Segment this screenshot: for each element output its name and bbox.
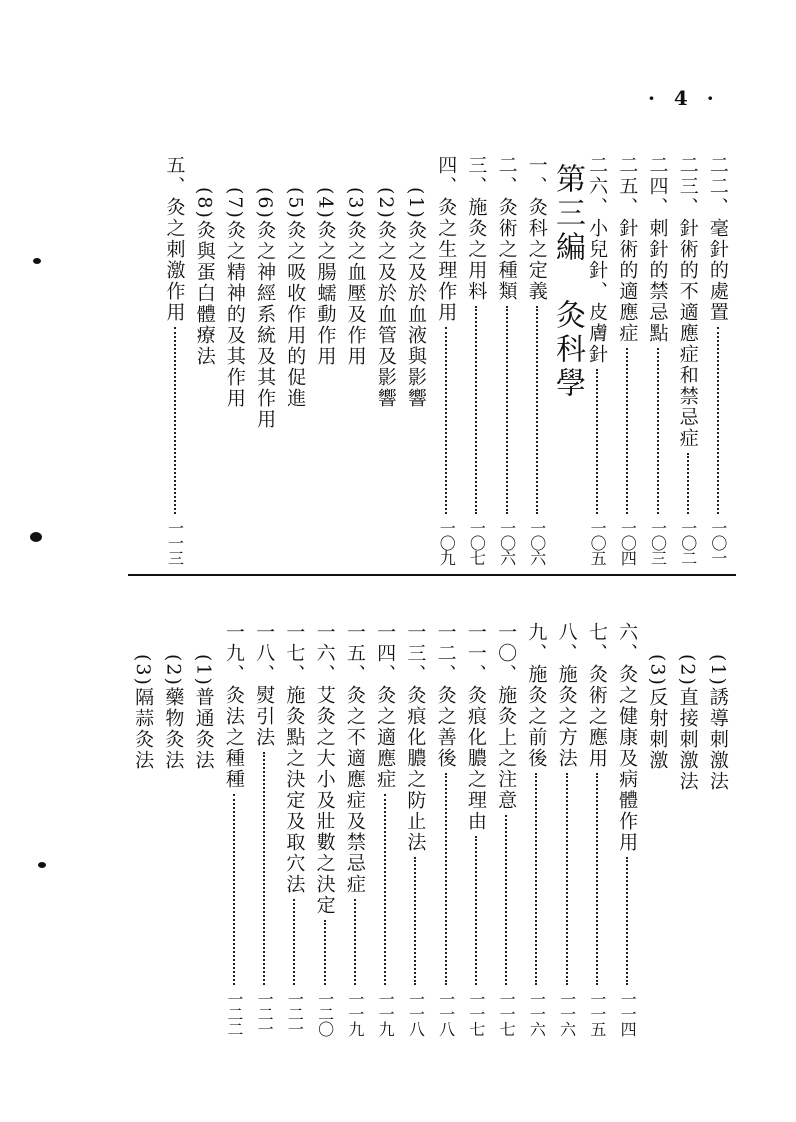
entry-label: (3)反射刺激 — [646, 654, 669, 771]
toc-entry — [703, 155, 733, 565]
dotted-leader — [566, 773, 568, 985]
entry-label: 八、施灸之方法 — [555, 622, 578, 769]
toc-entry — [461, 155, 491, 565]
entry-page-number: 一〇九 — [437, 520, 457, 565]
entry-label: 五、灸之刺激作用 — [163, 155, 186, 323]
entry-page-number: 一二二 — [224, 991, 244, 1036]
entry-page-number: 一一八 — [436, 991, 456, 1036]
entry-label: 一、灸科之定義 — [525, 155, 548, 302]
toc-subentry — [128, 622, 158, 1036]
entry-label: 一六、艾灸之大小及壯數之決定 — [313, 622, 336, 916]
entry-label: (2)直接刺激法 — [676, 654, 699, 792]
toc-subentry — [371, 155, 401, 565]
dotted-leader — [445, 773, 447, 985]
entry-label: (6)灸之神經系統及其作用 — [254, 187, 277, 430]
toc-entry — [521, 622, 551, 1036]
scan-speck — [30, 532, 42, 542]
toc-entry — [400, 622, 430, 1036]
entry-page-number: 一〇三 — [648, 520, 668, 565]
entry-page-number: 一一七 — [466, 991, 486, 1036]
dotted-leader — [233, 794, 235, 985]
part-title — [549, 155, 585, 565]
toc-entry — [431, 155, 461, 565]
entry-label: (1)誘導刺激法 — [706, 654, 729, 792]
dotted-leader — [324, 920, 326, 985]
dotted-leader — [626, 857, 628, 985]
entry-label: 二五、針術的適應症 — [616, 155, 639, 344]
entry-page-number: 一〇六 — [497, 520, 517, 565]
dotted-leader — [445, 327, 447, 514]
entry-label: (3)灸之血壓及作用 — [344, 187, 367, 367]
entry-page-number: 一〇七 — [467, 520, 487, 565]
entry-label: 二三、針術的不適應症和禁忌症 — [676, 155, 699, 449]
entry-label: (8)灸與蛋白體療法 — [193, 187, 216, 367]
toc-entry — [279, 622, 309, 1036]
entry-label: 一七、施灸點之決定及取穴法 — [283, 622, 306, 895]
dotted-leader — [717, 327, 719, 514]
entry-label: (7)灸之精神的及其作用 — [223, 187, 246, 409]
section-divider — [128, 574, 736, 576]
entry-label: (5)灸之吸收作用的促進 — [284, 187, 307, 409]
entry-label: (4)灸之腸蠕動作用 — [314, 187, 337, 367]
entry-label: 三、施灸之用料 — [465, 155, 488, 302]
toc-subentry — [220, 155, 250, 565]
toc-entry — [522, 155, 552, 565]
toc-entry — [642, 155, 672, 565]
toc-entry — [612, 622, 642, 1036]
entry-page-number: 一二一 — [255, 991, 275, 1036]
dotted-leader — [414, 857, 416, 985]
entry-page-number: 一一八 — [406, 991, 426, 1036]
toc-subentry — [280, 155, 310, 565]
entry-label: 一五、灸之不適應症及禁忌症 — [343, 622, 366, 895]
entry-page-number: 一一九 — [376, 991, 396, 1036]
dotted-leader — [535, 773, 537, 985]
toc-subentry — [158, 622, 188, 1036]
scan-speck — [38, 862, 46, 868]
toc-entry — [219, 622, 249, 1036]
entry-label: 二二、毫針的處置 — [706, 155, 729, 323]
dotted-leader — [293, 899, 295, 985]
entry-label: 第三編 灸科學 — [549, 163, 585, 401]
entry-page-number: 一〇六 — [527, 520, 547, 565]
toc-entry — [491, 622, 521, 1036]
dotted-leader — [596, 369, 598, 514]
dotted-leader — [354, 899, 356, 985]
entry-page-number: 一一六 — [527, 991, 547, 1036]
entry-label: (1)普通灸法 — [192, 654, 215, 771]
dotted-leader — [536, 306, 538, 514]
dotted-leader — [596, 773, 598, 985]
toc-entry — [159, 155, 189, 565]
entry-label: 一三、灸痕化膿之防止法 — [404, 622, 427, 853]
entry-label: 二四、刺針的禁忌點 — [646, 155, 669, 344]
toc-subentry — [250, 155, 280, 565]
entry-page-number: 一一五 — [587, 991, 607, 1036]
toc-entry — [461, 622, 491, 1036]
dotted-leader — [657, 348, 659, 514]
toc-entry — [673, 155, 703, 565]
toc-entry — [249, 622, 279, 1036]
entry-page-number: 一一九 — [345, 991, 365, 1036]
page-number: · 4 · — [648, 86, 720, 110]
toc-entry — [431, 622, 461, 1036]
entry-label: 四、灸之生理作用 — [435, 155, 458, 323]
dotted-leader — [475, 836, 477, 985]
dotted-leader — [506, 306, 508, 514]
entry-page-number: 一〇四 — [618, 520, 638, 565]
entry-label: 七、灸術之應用 — [585, 622, 608, 769]
entry-label: (1)灸之及於血液與影響 — [405, 187, 428, 409]
toc-entry — [552, 622, 582, 1036]
dotted-leader — [687, 453, 689, 514]
entry-page-number: 一一三 — [165, 520, 185, 565]
dotted-leader — [263, 752, 265, 985]
toc-entry — [582, 622, 612, 1036]
entry-page-number: 一〇二 — [678, 520, 698, 565]
entry-label: 一八、熨引法 — [253, 622, 276, 748]
dotted-leader — [475, 306, 477, 514]
dotted-leader — [626, 348, 628, 514]
toc-entry — [492, 155, 522, 565]
entry-page-number: 一二〇 — [315, 991, 335, 1036]
toc-subentry — [703, 622, 733, 1036]
toc-subentry — [642, 622, 672, 1036]
toc-subentry — [673, 622, 703, 1036]
toc-subentry — [189, 622, 219, 1036]
toc-top-section — [128, 155, 733, 565]
entry-label: (2)灸之及於血管及影響 — [374, 187, 397, 409]
toc-subentry — [310, 155, 340, 565]
entry-label: 六、灸之健康及病體作用 — [616, 622, 639, 853]
entry-label: 一九、灸法之種種 — [222, 622, 245, 790]
dotted-leader — [174, 327, 176, 514]
entry-page-number: 一一七 — [497, 991, 517, 1036]
entry-page-number: 一〇五 — [588, 520, 608, 565]
entry-page-number: 一一六 — [557, 991, 577, 1036]
entry-label: 一四、灸之適應症 — [374, 622, 397, 790]
toc-bottom-section — [128, 622, 733, 1036]
entry-label: 九、施灸之前後 — [525, 622, 548, 769]
toc-subentry — [190, 155, 220, 565]
toc-subentry — [341, 155, 371, 565]
toc-entry — [582, 155, 612, 565]
toc-entry — [310, 622, 340, 1036]
entry-label: 一一、灸痕化膿之理由 — [464, 622, 487, 832]
entry-label: (2)藥物灸法 — [162, 654, 185, 771]
entry-label: 一二、灸之善後 — [434, 622, 457, 769]
dotted-leader — [505, 815, 507, 985]
toc-entry — [612, 155, 642, 565]
entry-label: 二六、小兒針、皮膚針 — [586, 155, 609, 365]
entry-page-number: 一一四 — [618, 991, 638, 1036]
toc-entry — [370, 622, 400, 1036]
scan-speck — [33, 258, 41, 264]
toc-subentry — [401, 155, 431, 565]
entry-page-number: 一〇一 — [708, 520, 728, 565]
entry-label: 一〇、施灸上之注意 — [495, 622, 518, 811]
entry-label: 二、灸術之種類 — [495, 155, 518, 302]
entry-page-number: 一二一 — [285, 991, 305, 1036]
dotted-leader — [384, 794, 386, 985]
toc-entry — [340, 622, 370, 1036]
entry-label: (3)隔蒜灸法 — [132, 654, 155, 771]
